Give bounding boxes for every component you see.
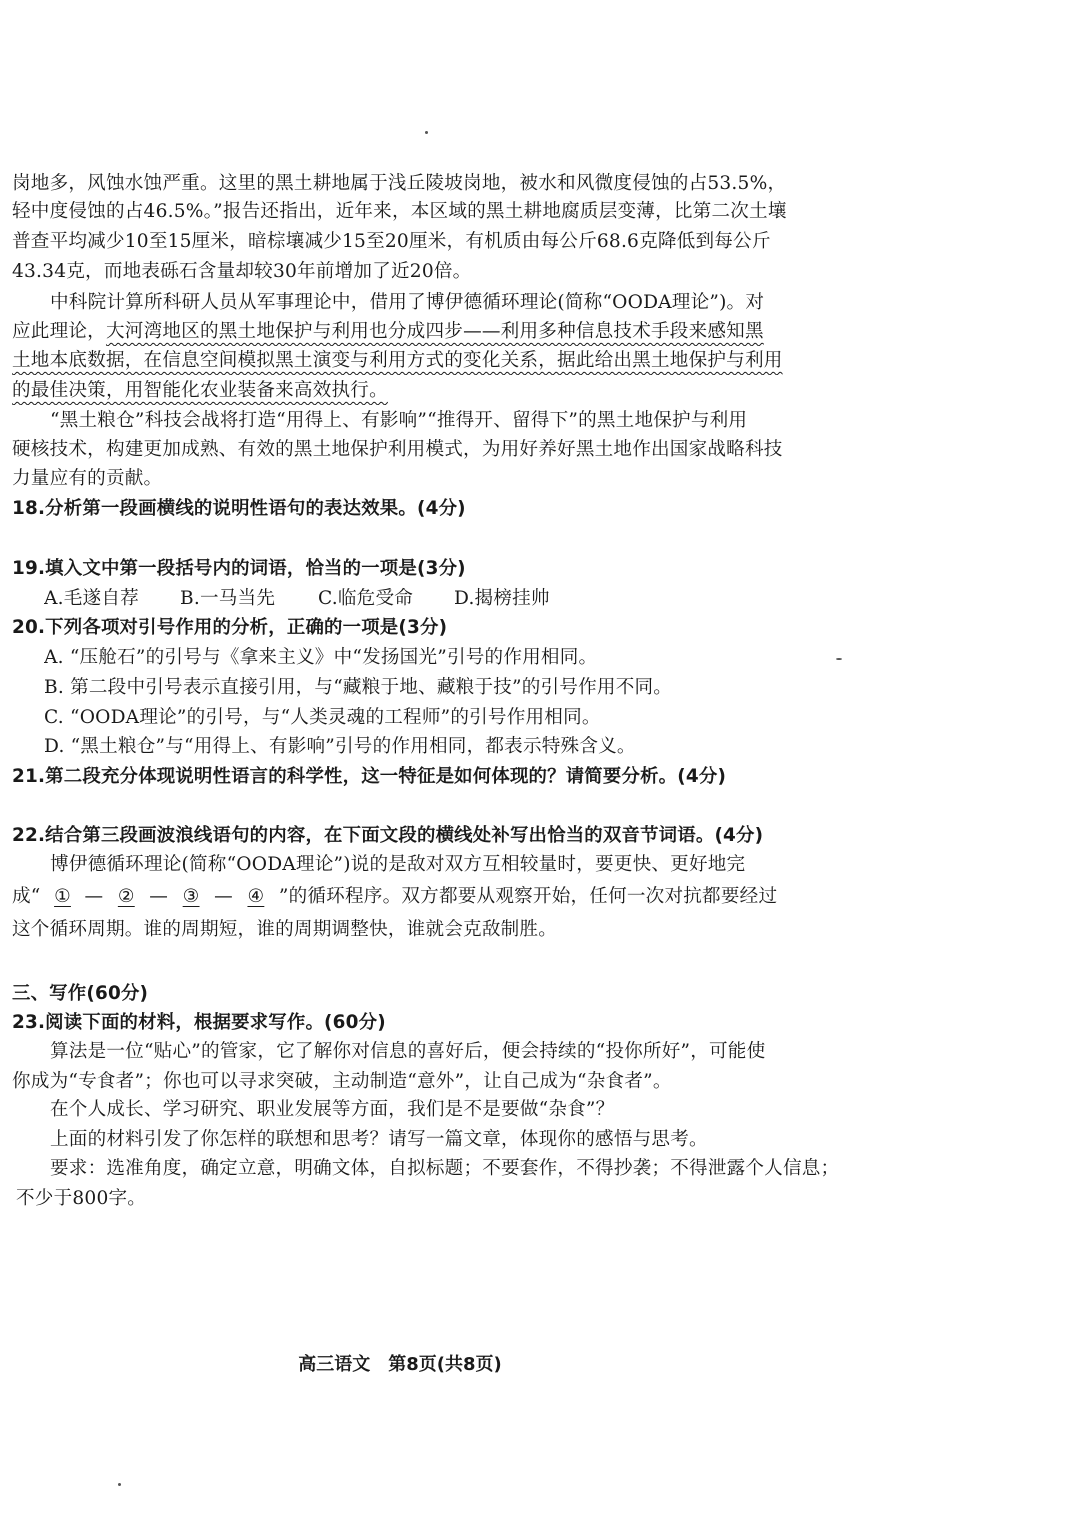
requirement-line-1: 要求：选准角度，确定立意，明确文体，自拟标题；不要套作，不得抄袭；不得泄露个人信息； [50, 1158, 840, 1179]
passage-p2-line-4 [12, 377, 802, 405]
passage-p3-line-2: 硬核技术，构建更加成熟、有效的黑土地保护利用模式，为用好养好黑土地作出国家战略科技 [12, 439, 783, 460]
passage-p2-line-3 [12, 347, 802, 375]
page-footer: 高三语文 第8页(共8页) [298, 1354, 502, 1375]
option-a: A.毛遂自荐 [44, 588, 139, 609]
passage-p1-line-2: 轻中度侵蚀的占46.5%。”报告还指出，近年来，本区域的黑土耕地腐质层变薄，比第二次土壤 [12, 201, 787, 222]
scan-speck [425, 131, 428, 134]
option-a: A. “压舱石”的引号与《拿来主义》中“发扬国光”引号的作用相同。 [44, 647, 598, 668]
blank-3: ③ [182, 886, 200, 907]
option-b: B. 第二段中引号表示直接引用，与“藏粮于地、藏粮于技”的引号作用不同。 [44, 677, 673, 698]
passage-p3-line-1: “黑土粮仓”科技会战将打造“用得上、有影响”“推得开、留得下”的黑土地保护与利用 [50, 410, 748, 431]
question-21: 21.第二段充分体现说明性语言的科学性，这一特征是如何体现的？请简要分析。(4分) [12, 766, 727, 787]
question-22-text-2 [12, 883, 802, 911]
question-19-options [44, 585, 834, 613]
passage-p2-line-1: 中科院计算所科研人员从军事理论中，借用了博伊德循环理论(简称“OODA理论”)。对 [50, 292, 765, 313]
passage-p2-line-2 [12, 318, 802, 346]
passage-p1-line-1: 岗地多，风蚀水蚀严重。这里的黑土耕地属于浅丘陵坡岗地，被水和风微度侵蚀的占53.5%， [12, 173, 787, 194]
blank-4: ④ [247, 886, 265, 907]
material-line-2: 你成为“专食者”；你也可以寻求突破，主动制造“意外”，让自己成为“杂食者”。 [12, 1071, 672, 1092]
question-20: 20.下列各项对引号作用的分析，正确的一项是(3分) [12, 617, 448, 638]
option-c: C.临危受命 [318, 588, 414, 609]
option-d: D.揭榜挂帅 [454, 588, 550, 609]
material-line-1: 算法是一位“贴心”的管家，它了解你对信息的喜好后，便会持续的“投你所好”，可能使 [50, 1041, 766, 1062]
question-19: 19.填入文中第一段括号内的词语，恰当的一项是(3分) [12, 558, 466, 579]
dash: — [214, 886, 233, 907]
text-post: ”的循环程序。双方都要从观察开始，任何一次对抗都要经过 [278, 886, 778, 907]
option-c: C. “OODA理论”的引号，与“人类灵魂的工程师”的引号作用相同。 [44, 707, 601, 728]
wavy-underlined-text: 土地本底数据，在信息空间模拟黑土演变与利用方式的变化关系，据此给出黑土地保护与利用 [12, 350, 783, 371]
scan-speck [836, 658, 842, 660]
option-d: D. “黑土粮仓”与“用得上、有影响”引号的作用相同，都表示特殊含义。 [44, 736, 636, 757]
text-pre: 成“ [12, 886, 41, 907]
blank-2: ② [117, 886, 135, 907]
question-23: 23.阅读下面的材料，根据要求写作。(60分) [12, 1012, 386, 1033]
wavy-underlined-text: 大河湾地区的黑土地保护与利用也分成四步——利用多种信息技术手段来感知黑 [105, 321, 764, 342]
wavy-underlined-text: 的最佳决策，用智能化农业装备来高效执行。 [12, 380, 388, 401]
passage-p2-line-2-pre: 应此理论， [12, 321, 106, 342]
material-line-4: 上面的材料引发了你怎样的联想和思考？请写一篇文章，体现你的感悟与思考。 [50, 1129, 708, 1150]
dash: — [149, 886, 169, 907]
scan-speck [118, 1483, 121, 1486]
material-line-3: 在个人成长、学习研究、职业发展等方面，我们是不是要做“杂食”？ [50, 1099, 615, 1120]
passage-p1-line-4: 43.34克，而地表砾石含量却较30年前增加了近20倍。 [12, 261, 472, 282]
question-22-text-3: 这个循环周期。谁的周期短，谁的周期调整快，谁就会克敌制胜。 [12, 919, 558, 940]
blank-1: ① [54, 886, 71, 907]
writing-section-title: 三、写作(60分) [12, 983, 149, 1004]
requirement-line-2: 不少于800字。 [16, 1188, 147, 1209]
passage-p1-line-3: 普查平均减少10至15厘米，暗棕壤减少15至20厘米，有机质由每公斤68.6克降低到每公斤 [12, 231, 771, 252]
option-b: B.一马当先 [180, 588, 276, 609]
question-22-text-1: 博伊德循环理论(简称“OODA理论”)说的是敌对双方互相较量时，要更快、更好地完 [50, 854, 746, 875]
passage-p3-line-3: 力量应有的贡献。 [12, 468, 163, 489]
question-22: 22.结合第三段画波浪线语句的内容，在下面文段的横线处补写出恰当的双音节词语。(4分) [12, 825, 764, 846]
dash: — [84, 886, 104, 907]
question-18: 18.分析第一段画横线的说明性语句的表达效果。(4分) [12, 498, 466, 519]
